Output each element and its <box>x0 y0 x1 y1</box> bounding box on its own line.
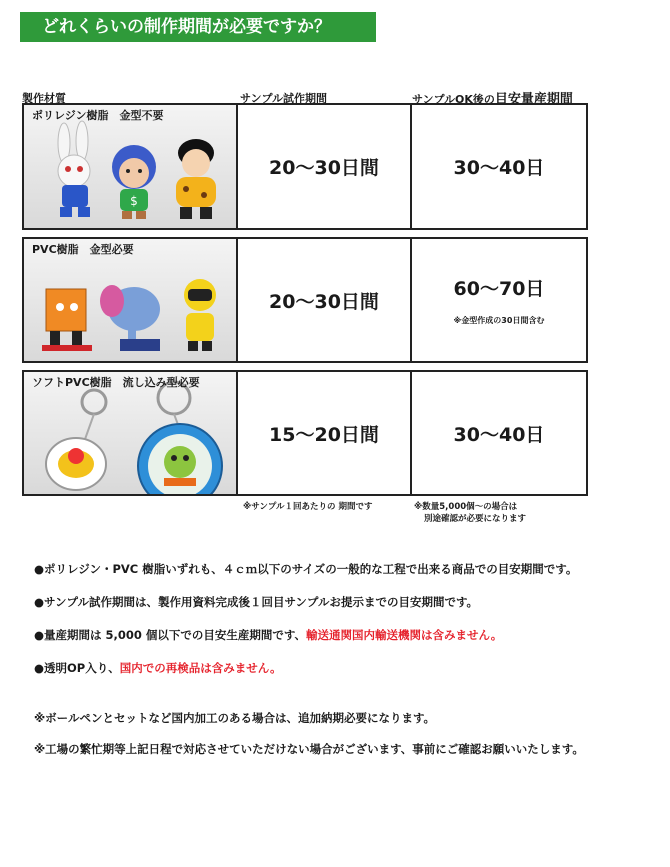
material-photo-pvc <box>24 239 238 361</box>
table-row <box>22 237 588 363</box>
pvc-figures-image <box>24 239 236 361</box>
note-item: ※工場の繁忙期等上記日程で対応させていただけない場合がございます、事前にご確認お願いいたします。 <box>34 742 584 756</box>
bullet-item: ●ポリレジン・PVC 樹脂いずれも、４ｃｍ以下のサイズの一般的な工程で出来る商品での目安期間です。 <box>34 562 578 576</box>
soft-pvc-keychain-image <box>24 372 236 494</box>
header-material: 製作材質 <box>22 92 66 105</box>
mass-footnote-line1: ※数量5,000個〜の場合は <box>414 502 518 512</box>
bullet-item: ●量産期間は 5,000 個以下での目安生産期間です、輸送通関国内輸送機関は含みません。 <box>34 628 503 642</box>
material-label: ソフトPVC樹脂 流し込み型必要 <box>32 376 200 389</box>
header-mass-main: 目安量産期間 <box>494 92 573 107</box>
sample-period-value: 20〜30日間 <box>238 105 412 228</box>
sample-period-value: 20〜30日間 <box>238 239 412 361</box>
mass-period-cell <box>412 105 586 228</box>
header-sample-period: サンプル試作期間 <box>240 92 328 105</box>
page-title: どれくらいの制作期間が必要ですか？ <box>20 12 376 42</box>
polyresin-figures-image <box>24 105 236 228</box>
emphasis-text: 輸送通関国内輸送機関は含みません。 <box>306 628 503 642</box>
bullet-item: ●透明OP入り、国内での再検品は含みません。 <box>34 661 282 675</box>
mass-footnote <box>414 501 526 525</box>
sample-period-value: 15〜20日間 <box>238 372 412 494</box>
material-photo-polyresin <box>24 105 238 228</box>
svg-text:$: $ <box>130 194 138 208</box>
table-row <box>22 103 588 230</box>
material-label: ポリレジン樹脂 金型不要 <box>32 109 164 122</box>
mass-period-cell <box>412 372 586 494</box>
bullet-item: ●サンプル試作期間は、製作用資料完成後１回目サンプルお提示までの目安期間です。 <box>34 595 479 609</box>
emphasis-text: 国内での再検品は含みません。 <box>119 661 282 675</box>
table-row <box>22 370 588 496</box>
note-item: ※ボールペンとセットなど国内加工のある場合は、追加納期必要になります。 <box>34 711 436 725</box>
material-label: PVC樹脂 金型必要 <box>32 243 134 256</box>
mass-period-value: 30〜40日 <box>453 157 545 179</box>
sample-footnote: ※サンプル１回あたりの 期間です <box>243 502 373 512</box>
material-photo-soft-pvc <box>24 372 238 494</box>
header-mass-prefix: サンプルOK後の <box>412 93 495 106</box>
mass-period-value: 30〜40日 <box>453 423 545 446</box>
mold-note: ※金型作成の30日間含む <box>453 316 545 325</box>
mass-footnote-line2: 別途確認が必要になります <box>424 514 527 524</box>
mass-period-cell <box>412 239 586 361</box>
mass-period-value: 60〜70日 <box>453 278 545 300</box>
